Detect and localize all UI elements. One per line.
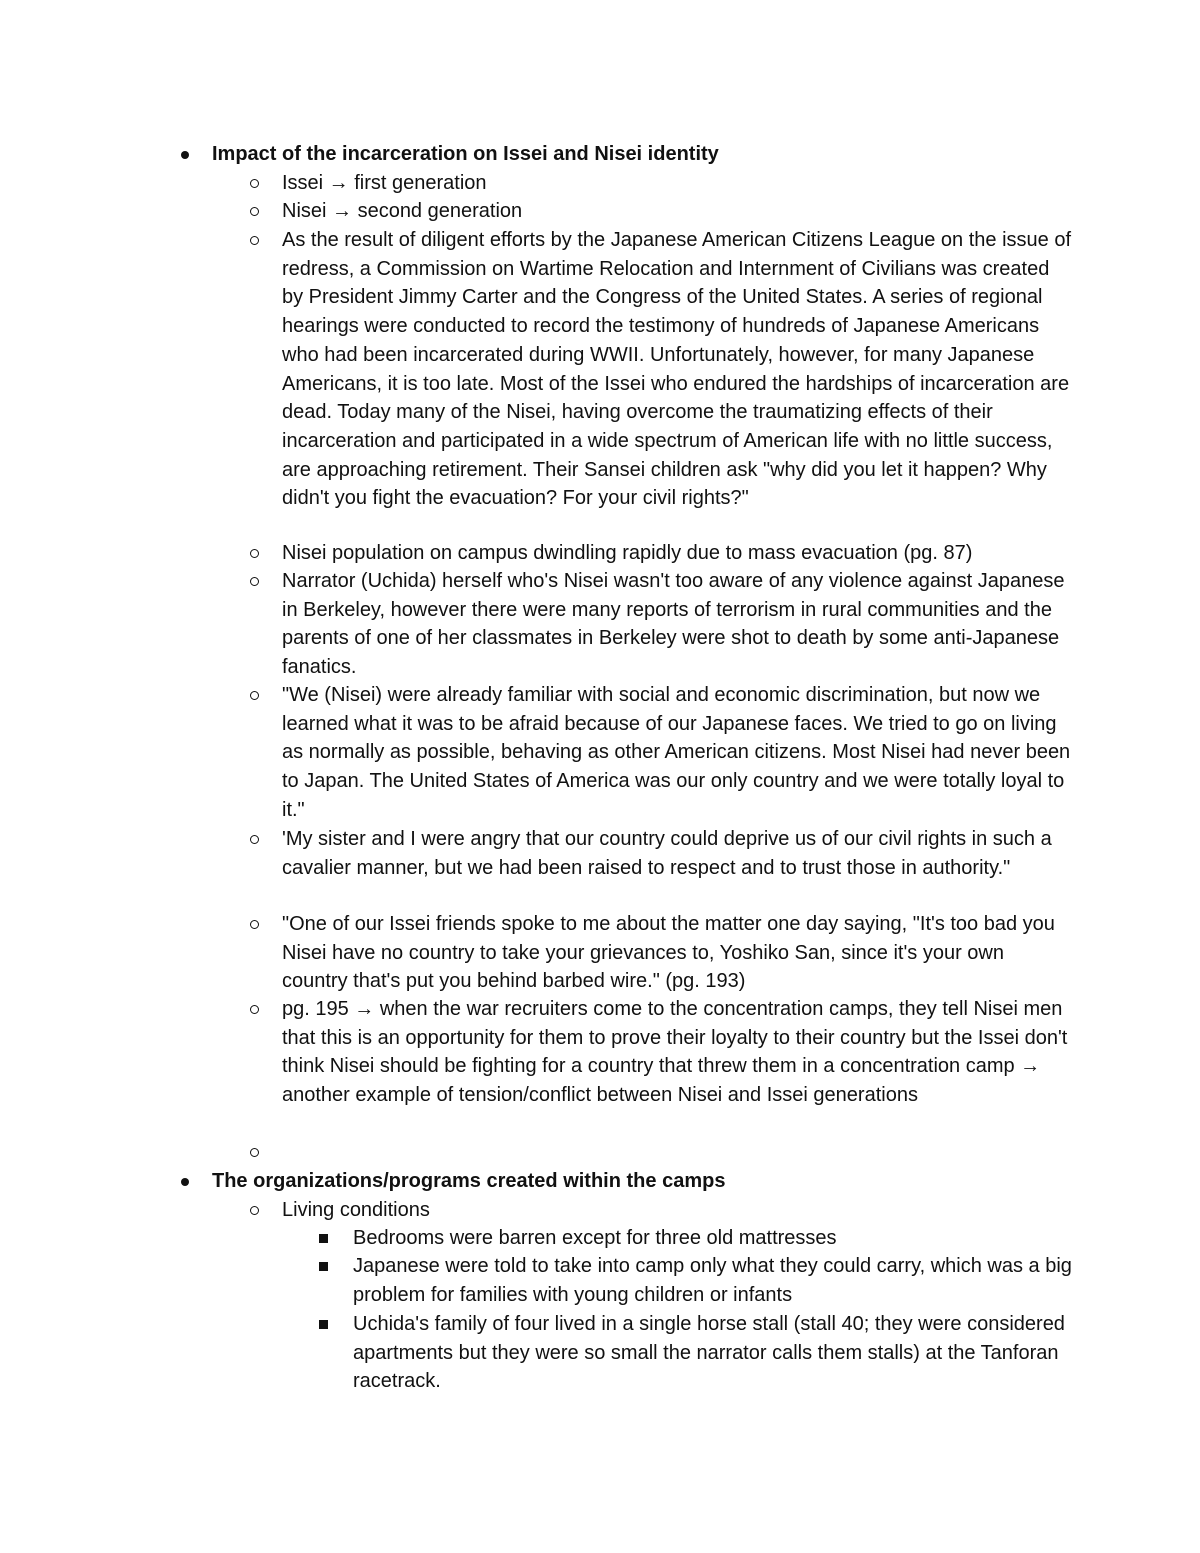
list-item-text: As the result of diligent efforts by the Japanese American Citizens League on the issue of redress, a Commission on Wartime Relocation and Internment of Civilians was created by President Jimmy Carter and the Congress of the United States. A series of regional hearings were conducted to record the testimony of hundreds of Japanese Americans who had been incarcerated during WWII. Unfortunately, however, for many Japanese Americans, it is too late. Most of the Issei who endured the hardships of incarceration are dead. Today many of the Nisei, having overcome the traumatizing effects of their incarceration and participated in a wide spectrum of American life with no little success, are approaching retirement. Their Sansei children ask "why did you let it happen? Why didn't you fight the evacuation? For your civil rights?" [282, 229, 1071, 510]
list-item-text: Uchida's family of four lived in a single horse stall (stall 40; they were considered apartments but they were so small the narrator calls them stalls) at the Tanforan racetrack. [353, 1313, 1065, 1393]
list-item [282, 910, 1072, 996]
hollow-circle-bullet-icon [250, 835, 259, 844]
hollow-circle-bullet-icon [250, 691, 259, 700]
heading-text: Impact of the incarceration on Issei and Nisei identity [212, 143, 719, 165]
list-item [353, 1252, 1073, 1309]
square-bullet-icon [319, 1262, 328, 1271]
list-item [282, 539, 1072, 568]
hollow-circle-bullet-icon [250, 920, 259, 929]
list-item-text: Living conditions [282, 1199, 430, 1221]
hollow-circle-bullet-icon [250, 549, 259, 558]
hollow-circle-bullet-icon [250, 1206, 259, 1215]
list-item-text: "We (Nisei) were already familiar with social and economic discrimination, but now we learned what it was to be afraid because of our Japanese faces. We tried to go on living as normally as possible, behaving as other American citizens. Most Nisei had never been to Japan. The United States of America was our only country and we were totally loyal to it." [282, 684, 1071, 821]
filled-circle-bullet-icon [181, 151, 189, 159]
list-item-text: Nisei → second generation [282, 200, 523, 222]
list-item-text: Bedrooms were barren except for three old mattresses [353, 1227, 837, 1249]
list-item [282, 567, 1072, 682]
square-bullet-icon [319, 1320, 328, 1329]
list-item-text: Japanese were told to take into camp only what they could carry, which was a big problem for families with young children or infants [353, 1255, 1072, 1306]
list-item-text: "One of our Issei friends spoke to me about the matter one day saying, "It's too bad you Nisei have no country to take your grievances to, Yoshiko San, since it's your own country that's put you behind barbed wire." (pg. 193) [282, 913, 1055, 993]
list-item [282, 169, 1072, 198]
list-item [353, 1224, 1073, 1253]
list-item-text: Narrator (Uchida) herself who's Nisei wasn't too aware of any violence against Japanese in Berkeley, however there were many reports of terrorism in rural communities and the parents of one of her classmates in Berkeley were shot to death by some anti-Japanese fanatics. [282, 570, 1065, 679]
section-heading-identity [212, 140, 719, 169]
list-item [282, 681, 1072, 825]
section-heading-organizations [212, 1167, 725, 1196]
list-item [282, 226, 1072, 513]
filled-circle-bullet-icon [181, 1178, 189, 1186]
hollow-circle-bullet-icon [250, 577, 259, 586]
hollow-circle-bullet-icon [250, 1148, 259, 1157]
list-item [282, 197, 1072, 226]
list-item-text: Issei → first generation [282, 172, 487, 194]
list-item [282, 825, 1072, 882]
list-item [282, 1196, 1072, 1225]
square-bullet-icon [319, 1234, 328, 1243]
hollow-circle-bullet-icon [250, 236, 259, 245]
hollow-circle-bullet-icon [250, 179, 259, 188]
list-item-text: 'My sister and I were angry that our country could deprive us of our civil rights in such a cavalier manner, but we had been raised to respect and to trust those in authority." [282, 828, 1052, 879]
list-item [353, 1310, 1073, 1396]
list-item [282, 995, 1072, 1110]
hollow-circle-bullet-icon [250, 1005, 259, 1014]
hollow-circle-bullet-icon [250, 207, 259, 216]
list-item-text: Nisei population on campus dwindling rapidly due to mass evacuation (pg. 87) [282, 542, 973, 564]
list-item-text: pg. 195 → when the war recruiters come to the concentration camps, they tell Nisei men that this is an opportunity for them to prove their loyalty to their country but the Issei don't think Nisei should be fighting for a country that threw them in a concentration camp → another example of tension/conflict between Nisei and Issei generations [282, 998, 1068, 1107]
heading-text: The organizations/programs created within the camps [212, 1170, 726, 1192]
